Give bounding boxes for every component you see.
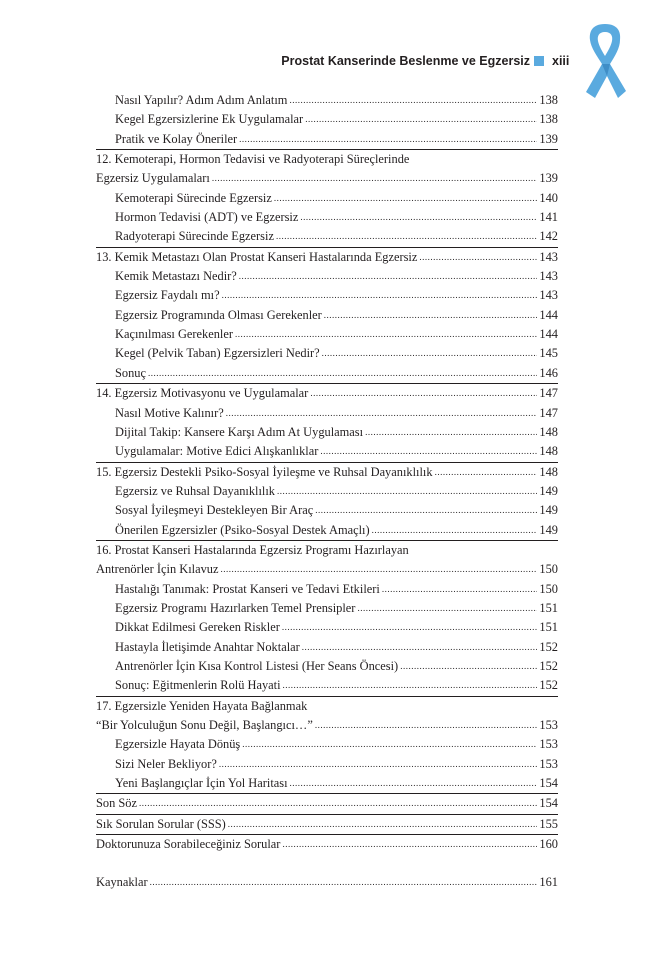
toc-page-number: 147	[539, 386, 558, 401]
toc-subentry[interactable]	[96, 482, 558, 501]
toc-leader-dots	[302, 638, 538, 657]
toc-page-number: 154	[539, 796, 558, 811]
toc-entry-title: Kaynaklar	[96, 875, 148, 890]
awareness-ribbon-icon	[582, 20, 628, 102]
toc-page-number: 139	[539, 131, 558, 146]
toc-page-number: 139	[539, 171, 558, 186]
toc-leader-dots	[226, 404, 538, 423]
toc-entry-title: Hormon Tedavisi (ADT) ve Egzersiz	[115, 210, 299, 225]
toc-subentry[interactable]	[96, 306, 558, 325]
toc-leader-dots	[324, 306, 538, 325]
toc-page-number: 155	[539, 816, 558, 831]
toc-page-number: 153	[539, 718, 558, 732]
toc-page-number: 148	[539, 444, 558, 459]
toc-entry-title: Antrenörler İçin Kılavuz	[96, 562, 219, 577]
toc-leader-dots	[277, 482, 537, 501]
toc-entry-title: Radyoterapi Sürecinde Egzersiz	[115, 229, 274, 244]
toc-page-number: 148	[539, 424, 558, 439]
toc-subentry[interactable]	[96, 325, 558, 344]
toc-entry-title: Sonuç: Eğitmenlerin Rolü Hayati	[115, 678, 281, 693]
toc-subentry[interactable]	[96, 130, 558, 150]
toc-page-number: 144	[539, 327, 558, 342]
toc-entry-title: Hastayla İletişimde Anahtar Noktalar	[115, 639, 300, 654]
toc-leader-dots	[282, 835, 537, 854]
toc-subentry[interactable]	[96, 638, 558, 657]
toc-entry-title: Önerilen Egzersizler (Psiko-Sosyal Destek Amaçlı)	[115, 522, 370, 537]
toc-page-number: 152	[539, 639, 558, 654]
toc-entry-title: Nasıl Motive Kalınır?	[115, 405, 224, 420]
toc-page-number: 152	[539, 678, 558, 693]
toc-entry[interactable]	[96, 794, 558, 814]
toc-leader-dots	[290, 774, 538, 793]
toc-leader-dots	[235, 325, 537, 344]
toc-subentry[interactable]	[96, 404, 558, 423]
toc-entry-title: “Bir Yolculuğun Sonu Değil, Başlangıcı…”	[96, 718, 313, 732]
toc-subentry[interactable]	[96, 755, 558, 774]
toc-leader-dots	[148, 364, 537, 383]
toc-subentry[interactable]	[96, 442, 558, 462]
running-header-title: Prostat Kanserinde Beslenme ve Egzersiz	[281, 54, 530, 68]
toc-leader-dots	[372, 521, 538, 540]
toc-page-number: 150	[539, 562, 558, 577]
toc-subentry[interactable]	[96, 91, 558, 110]
toc-leader-dots	[382, 580, 538, 599]
toc-leader-dots	[150, 873, 538, 892]
toc-entry-title: Kegel (Pelvik Taban) Egzersizleri Nedir?	[115, 346, 320, 361]
toc-page-number: 150	[539, 581, 558, 596]
toc-page-number: 149	[539, 522, 558, 537]
toc-page-number: 149	[539, 503, 558, 518]
toc-leader-dots	[419, 248, 537, 267]
toc-leader-dots	[357, 599, 537, 618]
toc-entry[interactable]	[96, 463, 558, 482]
toc-page-number: 143	[539, 269, 558, 284]
toc-subentry[interactable]	[96, 501, 558, 520]
toc-page-number: 145	[539, 346, 558, 361]
toc-page-number: 153	[539, 737, 558, 752]
page-number: xiii	[552, 54, 570, 68]
toc-leader-dots	[315, 501, 537, 520]
toc-entry[interactable]	[96, 560, 558, 579]
running-header	[0, 51, 647, 75]
toc-entry[interactable]	[96, 384, 558, 403]
toc-entry-title: Son Söz	[96, 796, 137, 811]
toc-leader-dots	[289, 91, 537, 110]
toc-entry-title: Egzersiz Faydalı mı?	[115, 288, 220, 303]
toc-entry-title: Sonuç	[115, 365, 146, 380]
toc-leader-dots	[220, 560, 537, 579]
toc-leader-dots	[228, 815, 538, 834]
toc-subentry[interactable]	[96, 676, 558, 696]
toc-entry-title: Yeni Başlangıçlar İçin Yol Haritası	[115, 776, 288, 791]
toc-entry[interactable]	[96, 873, 558, 892]
toc-entry-title: Egzersiz Programı Hazırlarken Temel Prensipler	[115, 600, 356, 615]
toc-entry-title: Kaçınılması Gerekenler	[115, 327, 234, 342]
toc-subentry[interactable]	[96, 227, 558, 247]
toc-page-number: 160	[539, 837, 558, 852]
toc-page-number: 147	[539, 405, 558, 420]
toc-leader-dots	[276, 227, 537, 246]
toc-entry-title: Kemoterapi Sürecinde Egzersiz	[115, 190, 272, 205]
toc-entry-title: Antrenörler İçin Kısa Kontrol Listesi (Her Seans Öncesi)	[115, 658, 399, 673]
toc-page-number: 153	[539, 756, 558, 771]
toc-entry-title: Sosyal İyileşmeyi Destekleyen Bir Araç	[115, 503, 314, 518]
toc-entry-title: Hastalığı Tanımak: Prostat Kanseri ve Tedavi Etkileri	[115, 581, 380, 596]
toc-page-number: 144	[539, 307, 558, 322]
toc-page-number: 148	[539, 464, 558, 479]
toc-page-number: 143	[539, 249, 558, 264]
toc-entry-title: Sizi Neler Bekliyor?	[115, 756, 217, 771]
toc-leader-dots	[219, 755, 538, 774]
toc-entry-title: Egzersiz Programında Olması Gerekenler	[115, 307, 322, 322]
toc-entry[interactable]	[96, 716, 558, 735]
toc-leader-dots	[365, 423, 537, 442]
toc-subentry[interactable]	[96, 110, 558, 129]
toc-leader-dots	[274, 189, 538, 208]
toc-subentry[interactable]	[96, 599, 558, 618]
toc-subentry[interactable]	[96, 580, 558, 599]
toc-entry-title: Pratik ve Kolay Öneriler	[115, 131, 238, 146]
toc-subentry[interactable]	[96, 286, 558, 305]
toc-page-number: 138	[539, 93, 558, 107]
toc-subentry[interactable]	[96, 364, 558, 384]
toc-subentry[interactable]	[96, 267, 558, 286]
toc-subentry[interactable]	[96, 657, 558, 676]
toc-entry-title: Egzersiz ve Ruhsal Dayanıklılık	[115, 483, 276, 498]
toc-entry[interactable]	[96, 835, 558, 854]
toc-entry-title: Egzersiz Uygulamaları	[96, 171, 210, 186]
toc-entry[interactable]	[96, 169, 558, 188]
toc-subentry[interactable]	[96, 774, 558, 794]
table-of-contents	[96, 91, 558, 893]
toc-page-number: 161	[539, 875, 558, 890]
toc-entry-title: Kegel Egzersizlerine Ek Uygulamalar	[115, 112, 304, 127]
toc-subentry[interactable]	[96, 208, 558, 227]
toc-entry-title: Sık Sorulan Sorular (SSS)	[96, 816, 226, 831]
accent-square-icon	[534, 56, 544, 66]
toc-subentry[interactable]	[96, 521, 558, 541]
toc-spacer	[96, 854, 558, 873]
toc-page-number: 141	[539, 210, 558, 225]
toc-leader-dots	[315, 716, 538, 735]
toc-page-number: 143	[539, 288, 558, 303]
toc-page-number: 140	[539, 190, 558, 205]
toc-leader-dots	[242, 735, 537, 754]
toc-leader-dots	[435, 463, 538, 482]
toc-leader-dots	[212, 169, 538, 188]
toc-entry-title: Uygulamalar: Motive Edici Alışkanlıklar	[115, 444, 319, 459]
toc-page-number: 142	[539, 229, 558, 244]
toc-entry[interactable]	[96, 815, 558, 835]
toc-subentry[interactable]	[96, 189, 558, 208]
toc-leader-dots	[239, 267, 538, 286]
toc-entry-title: Doktorunuza Sorabileceğiniz Sorular	[96, 837, 281, 852]
toc-entry-title: 15. Egzersiz Destekli Psiko-Sosyal İyileşme ve Ruhsal Dayanıklılık	[96, 464, 433, 479]
toc-leader-dots	[283, 676, 538, 695]
toc-entry-title: Egzersizle Hayata Dönüş	[115, 737, 241, 752]
toc-leader-dots	[400, 657, 537, 676]
toc-leader-dots	[300, 208, 537, 227]
toc-leader-dots	[222, 286, 538, 305]
toc-leader-dots	[310, 384, 537, 403]
toc-entry-title: Dikkat Edilmesi Gereken Riskler	[115, 620, 280, 635]
toc-subentry[interactable]	[96, 423, 558, 442]
toc-entry-title: Kemik Metastazı Nedir?	[115, 269, 237, 284]
toc-page-number: 154	[539, 776, 558, 791]
toc-page-number: 138	[539, 112, 558, 127]
toc-page-number: 146	[539, 365, 558, 380]
toc-leader-dots	[239, 130, 537, 149]
toc-entry[interactable]	[96, 541, 558, 560]
toc-entry-title: 14. Egzersiz Motivasyonu ve Uygulamalar	[96, 386, 309, 401]
toc-entry[interactable]	[96, 697, 558, 716]
toc-entry-title: Nasıl Yapılır? Adım Adım Anlatım	[115, 93, 288, 107]
toc-page-number: 149	[539, 483, 558, 498]
toc-leader-dots	[139, 794, 537, 813]
toc-leader-dots	[282, 618, 538, 637]
toc-page-number: 151	[539, 600, 558, 615]
toc-entry-title: Dijital Takip: Kansere Karşı Adım At Uygulaması	[115, 424, 364, 439]
toc-entry-title: 12. Kemoterapi, Hormon Tedavisi ve Radyoterapi Süreçlerinde	[96, 152, 410, 167]
toc-page-number: 152	[539, 658, 558, 673]
toc-leader-dots	[320, 442, 537, 461]
toc-page-number: 151	[539, 620, 558, 635]
toc-entry-title: 13. Kemik Metastazı Olan Prostat Kanseri Hastalarında Egzersiz	[96, 249, 418, 264]
toc-entry[interactable]	[96, 150, 558, 169]
toc-entry[interactable]	[96, 248, 558, 267]
toc-subentry[interactable]	[96, 618, 558, 637]
toc-subentry[interactable]	[96, 735, 558, 754]
toc-leader-dots	[305, 110, 537, 129]
toc-leader-dots	[322, 344, 538, 363]
toc-entry-title: 17. Egzersizle Yeniden Hayata Bağlanmak	[96, 698, 308, 713]
toc-subentry[interactable]	[96, 344, 558, 363]
toc-entry-title: 16. Prostat Kanseri Hastalarında Egzersiz Programı Hazırlayan	[96, 542, 409, 557]
